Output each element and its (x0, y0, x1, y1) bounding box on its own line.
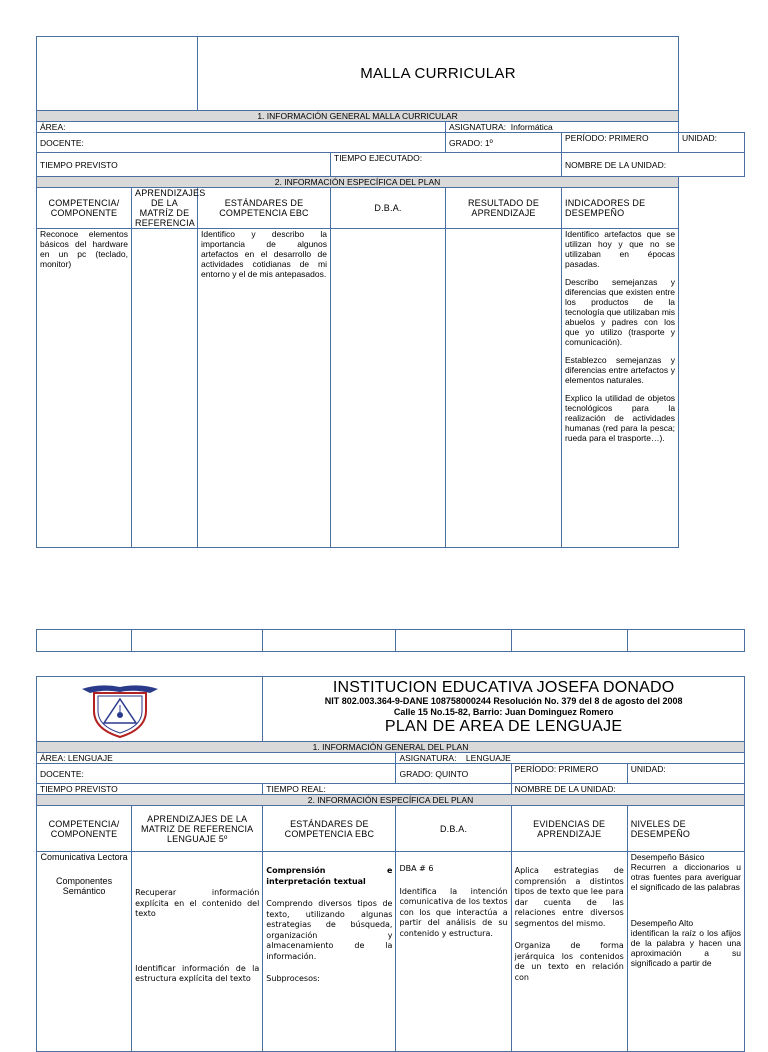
malla-curricular-table (36, 36, 745, 548)
dba-body: Identifica la intención comunicativa de los textos con los que interactúa a partir del análisis de su contenido y estructura. (399, 886, 508, 938)
aprendizaje-item: Identificar información de la estructura explícita del texto (135, 963, 260, 983)
periodo-field: PERÍODO: PRIMERO (562, 133, 679, 153)
niveles-cell (627, 852, 744, 1052)
indicador-item: Explico la utilidad de objetos tecnológicos para la realización de actividades humanas (red para la pesca; rueda para el trasporte…). (565, 393, 676, 443)
header-competencia: COMPETENCIA/ COMPONENTE (37, 806, 132, 852)
tiempo-real-field: TIEMPO REAL: (263, 784, 511, 795)
header-estandares: ESTÁNDARES DE COMPETENCIA EBC (198, 188, 331, 229)
tiempo-previsto-field: TIEMPO PREVISTO (37, 784, 263, 795)
school-crest-icon (80, 679, 160, 739)
nombre-unidad-field: NOMBRE DE LA UNIDAD: (562, 153, 745, 177)
section-specific-info: 2. INFORMACIÓN ESPECÍFICA DEL PLAN (37, 177, 679, 188)
section-general-info: 1. INFORMACIÓN GENERAL DEL PLAN (37, 742, 745, 753)
grado-field: GRADO: 1º (446, 133, 562, 153)
docente-field: DOCENTE: (37, 133, 446, 153)
empty-cell (132, 630, 263, 652)
empty-cell (37, 630, 132, 652)
competencia-cell: Reconoce elementos básicos del hardware en un pc (teclado, monitor) (37, 229, 132, 548)
aprendizajes-cell (132, 229, 198, 548)
evidencias-cell (511, 852, 627, 1052)
empty-cell (627, 630, 744, 652)
area-field: ÁREA: (37, 122, 446, 133)
asignatura-label: ASIGNATURA: (399, 753, 457, 763)
header-niveles: NIVELES DE DESEMPEÑO (627, 806, 744, 852)
asignatura-label: ASIGNATURA: (449, 122, 506, 132)
aprendizajes-cell (132, 852, 263, 1052)
plan-lenguaje-table (36, 676, 745, 1052)
docente-field: DOCENTE: (37, 764, 396, 784)
header-resultado: RESULTADO DE APRENDIZAJE (446, 188, 562, 229)
area-field: ÁREA: LENGUAJE (37, 753, 396, 764)
competencia-lectora: Comunicativa Lectora (40, 852, 128, 862)
section-general-info: 1. INFORMACIÓN GENERAL MALLA CURRICULAR (37, 111, 679, 122)
header-competencia: COMPETENCIA/ COMPONENTE (37, 188, 132, 229)
empty-cell (511, 630, 627, 652)
unidad-field: UNIDAD: (627, 764, 744, 784)
indicador-item: Identifico artefactos que se utilizan hoy y que no se utilizaban en épocas pasadas. (565, 229, 676, 269)
aprendizaje-item: Recuperar información explícita en el contenido del texto (135, 888, 260, 918)
nivel-alto-body: identifican la raíz o los afijos de la palabra y hacen una aproximación a su significado a partir de (630, 928, 741, 968)
tiempo-ejecutado-field: TIEMPO EJECUTADO: (331, 153, 562, 177)
institution-nit: NIT 802.003.364-9-DANE 108758000244 Resolución No. 379 del 8 de agosto del 2008 (324, 696, 683, 706)
estandares-cell: Identifico y describo la importancia de algunos artefactos en el desarrollo de actividades cotidianas de mi entorno y el de mis antepasados. (198, 229, 331, 548)
nombre-unidad-field: NOMBRE DE LA UNIDAD: (511, 784, 744, 795)
asignatura-field (396, 753, 745, 764)
indicador-item: Describo semejanzas y diferencias que existen entre los productos de la tecnología que utilizaban mis abuelos y padres con los que yo utilizo (trasporte y comunicación). (565, 277, 676, 347)
logo-cell (37, 37, 198, 111)
nivel-basico-body: Recurren a diccionarios u otras fuentes para averiguar el significado de las palabras (630, 862, 741, 892)
asignatura-value: LENGUAJE (465, 753, 511, 763)
asignatura-value: Informática (510, 122, 553, 132)
empty-row-table (36, 629, 745, 652)
header-dba: D.B.A. (331, 188, 446, 229)
competencia-cell (37, 852, 132, 1052)
header-indicadores: INDICADORES DE DESEMPEÑO (562, 188, 679, 229)
estandar-sub: Subprocesos: (266, 974, 320, 983)
plan-title: PLAN DE AREA DE LENGUAJE (384, 718, 623, 735)
estandar-title: Comprensión e interpretación textual (266, 866, 393, 886)
evidencia-item: Organiza de forma jerárquica los contenidos de un texto en relación con (514, 941, 624, 982)
title-cell (198, 37, 679, 111)
dba-title: DBA # 6 (399, 864, 434, 873)
componente-semantico: Componentes Semántico (56, 876, 113, 896)
indicadores-cell (562, 229, 679, 548)
document-title: MALLA CURRICULAR (360, 64, 516, 82)
nivel-alto-title: Desempeño Alto (630, 918, 694, 928)
header-aprendizajes: APRENDIZAJES DE LA MATRIZ DE REFERENCIA LENGUAJE 5º (132, 806, 263, 852)
resultado-cell (446, 229, 562, 548)
dba-cell (396, 852, 511, 1052)
institution-name: INSTITUCION EDUCATIVA JOSEFA DONADO (332, 679, 675, 696)
evidencia-item: Aplica estrategias de comprensión a distintos tipos de texto que lee para dar cuenta de las relaciones entre diversos segmentos del mismo. (514, 866, 624, 928)
nivel-basico-title: Desempeño Básico (630, 852, 705, 862)
institution-address: Calle 15 No.15-82, Barrio: Juan Dominguez Romero (393, 707, 614, 717)
empty-cell (396, 630, 511, 652)
institution-header-cell (263, 677, 745, 742)
periodo-field: PERÍODO: PRIMERO (511, 764, 627, 784)
tiempo-previsto-field: TIEMPO PREVISTO (37, 153, 331, 177)
section-specific-info: 2. INFORMACIÓN ESPECÍFICA DEL PLAN (37, 795, 745, 806)
header-estandares: ESTÁNDARES DE COMPETENCIA EBC (263, 806, 396, 852)
header-evidencias: EVIDENCIAS DE APRENDIZAJE (511, 806, 627, 852)
logo-cell (37, 677, 263, 742)
header-dba: D.B.A. (396, 806, 511, 852)
indicador-item: Establezco semejanzas y diferencias entre artefactos y elementos naturales. (565, 355, 676, 385)
grado-field: GRADO: QUINTO (396, 764, 511, 784)
dba-cell (331, 229, 446, 548)
estandares-cell (263, 852, 396, 1052)
empty-cell (263, 630, 396, 652)
estandar-body: Comprendo diversos tipos de texto, utilizando algunas estrategias de búsqueda, organización y almacenamiento de la información. (266, 899, 393, 961)
header-aprendizajes: APRENDIZAJES DE LA MATRÍZ DE REFERENCIA (132, 188, 198, 229)
asignatura-field (446, 122, 679, 133)
unidad-field: UNIDAD: (679, 133, 745, 153)
